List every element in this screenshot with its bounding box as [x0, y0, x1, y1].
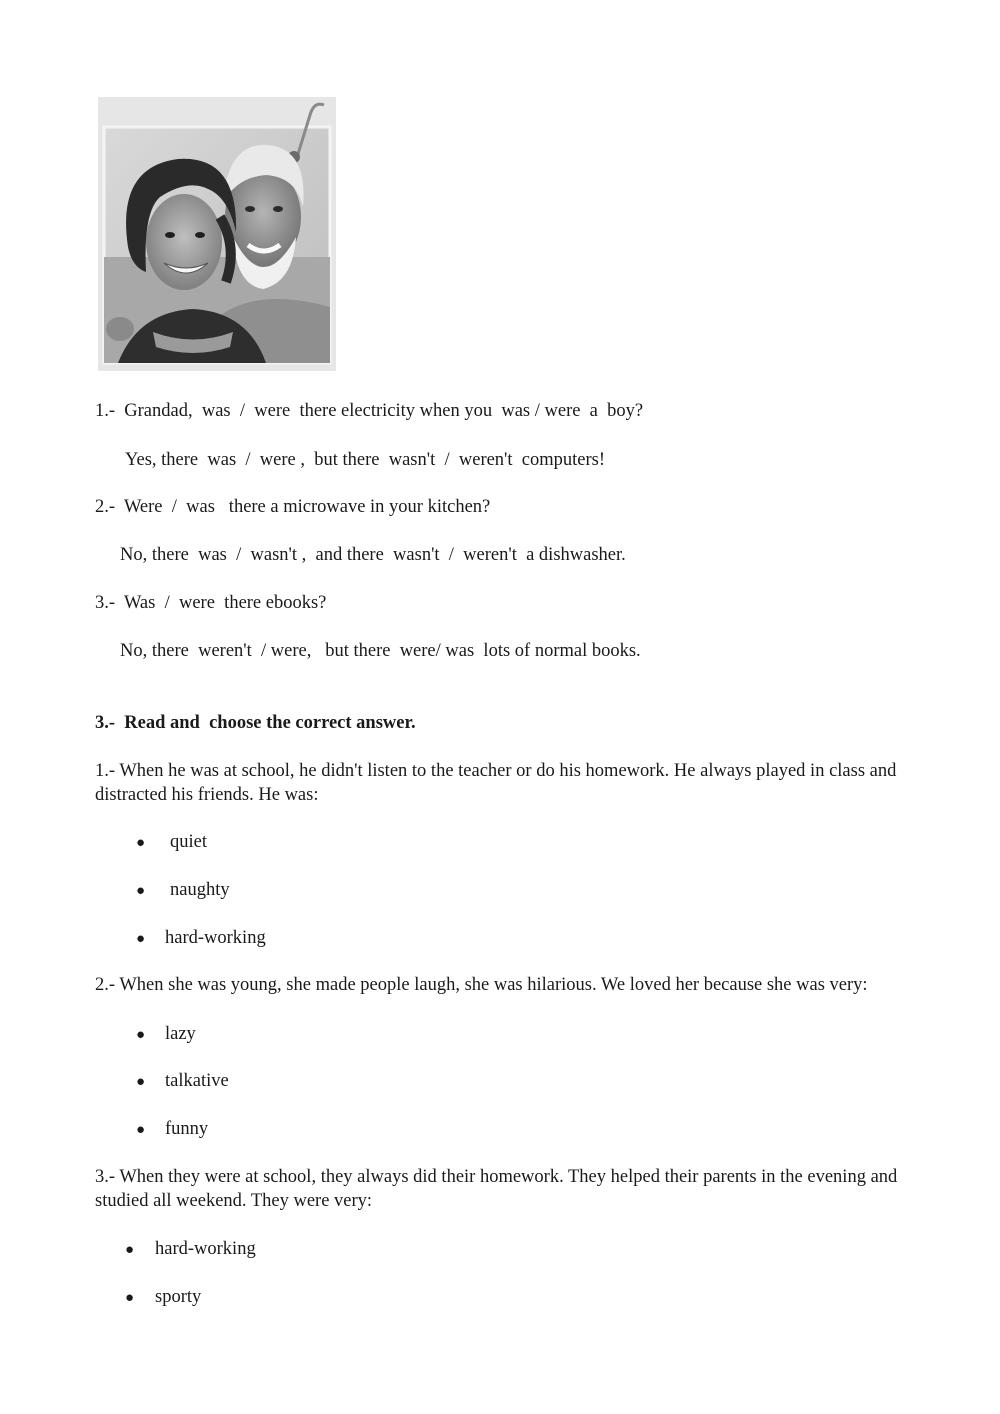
option-talkative[interactable]: talkative — [165, 1071, 229, 1091]
bullet-icon: ● — [125, 1290, 135, 1306]
option-funny[interactable]: funny — [165, 1119, 209, 1139]
bullet-icon: ● — [136, 1122, 146, 1138]
option-hard-working[interactable]: hard-working — [155, 1239, 256, 1259]
option-sporty[interactable]: sporty — [155, 1287, 202, 1307]
question-3: 3.- Was / were there ebooks? — [95, 593, 327, 613]
question-1: 1.- Grandad, was / were there electricity when you was / were a boy? — [95, 401, 644, 421]
photo-grandad-and-grandson — [98, 97, 336, 371]
bullet-icon: ● — [136, 883, 146, 899]
option-naughty[interactable]: naughty — [170, 880, 230, 900]
answer-2: No, there was / wasn't , and there wasn't / weren't a dishwasher. — [120, 545, 626, 565]
bullet-icon: ● — [136, 931, 146, 947]
bullet-icon: ● — [136, 1027, 146, 1043]
option-lazy[interactable]: lazy — [165, 1024, 196, 1044]
option-hard-working[interactable]: hard-working — [165, 928, 266, 948]
exercise3-question-1: 1.- When he was at school, he didn't listen to the teacher or do his homework. He always played in class and distracted his friends. He was: — [95, 761, 897, 805]
exercise3-question-2: 2.- When she was young, she made people laugh, she was hilarious. We loved her because she was very: — [95, 975, 868, 995]
bullet-icon: ● — [125, 1242, 135, 1258]
bullet-icon: ● — [136, 835, 146, 851]
bullet-icon: ● — [136, 1074, 146, 1090]
question-2: 2.- Were / was there a microwave in your kitchen? — [95, 497, 491, 517]
option-quiet[interactable]: quiet — [170, 832, 207, 852]
exercise3-question-3: 3.- When they were at school, they always did their homework. They helped their parents in the evening and studied all weekend. They were very: — [95, 1167, 898, 1211]
answer-3: No, there weren't / were, but there were/ was lots of normal books. — [120, 641, 641, 661]
answer-1: Yes, there was / were , but there wasn't / weren't computers! — [125, 450, 606, 470]
section-heading: 3.- Read and choose the correct answer. — [95, 713, 416, 733]
